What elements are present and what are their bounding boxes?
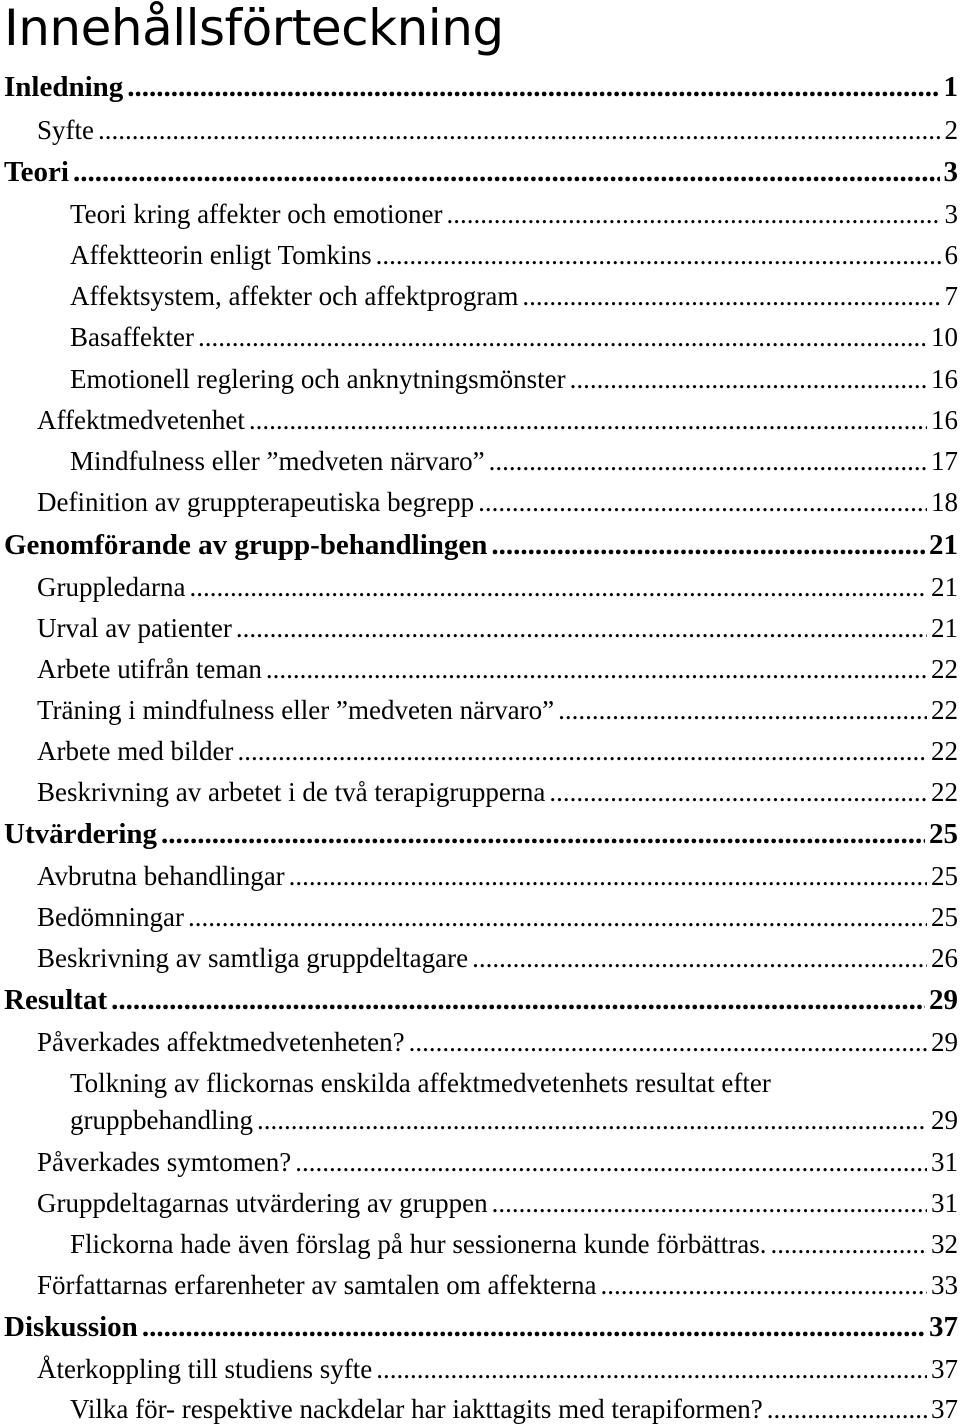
- toc-entry-text: Återkoppling till studiens syfte: [37, 1354, 373, 1384]
- toc-entry-genomforande[interactable]: [4, 528, 958, 562]
- toc-entry-definition[interactable]: [37, 485, 958, 519]
- toc-entry-arbete-teman[interactable]: [37, 652, 958, 686]
- toc-page-number: 33: [931, 1270, 958, 1300]
- toc-page-number: 25: [931, 861, 958, 891]
- dot-leader: [376, 238, 941, 272]
- toc-entry-utvardering[interactable]: [4, 817, 958, 851]
- toc-page-number: 37: [929, 1311, 958, 1343]
- toc-entry-vilka-for-nackdelar[interactable]: [70, 1392, 958, 1426]
- toc-entry-gruppledarna[interactable]: [37, 570, 958, 604]
- toc-page-number: 1: [943, 71, 958, 103]
- toc-entry-text: Resultat: [4, 984, 108, 1016]
- dot-leader: [198, 320, 927, 354]
- toc-page-number: 29: [931, 1027, 958, 1057]
- toc-page-number: 25: [929, 818, 958, 850]
- dot-leader: [549, 775, 927, 809]
- toc-entry-text: Gruppledarna: [37, 572, 186, 602]
- toc-entry-text: Teori kring affekter och emotioner: [70, 199, 443, 229]
- dot-leader: [237, 734, 927, 768]
- dot-leader: [111, 983, 925, 1017]
- toc-entry-text: Arbete utifrån teman: [37, 654, 262, 684]
- toc-entry-urval[interactable]: [37, 611, 958, 645]
- toc-entry-affektmedvetenhet[interactable]: [37, 403, 958, 437]
- toc-page-number: 16: [931, 364, 958, 394]
- toc-entry-text: Affektteorin enligt Tomkins: [70, 240, 372, 270]
- toc-entry-teori-kring-affekter[interactable]: [70, 197, 958, 231]
- toc-page-number: 32: [931, 1229, 958, 1259]
- toc-page-number: 22: [931, 777, 958, 807]
- toc-entry-arbete-bilder[interactable]: [37, 734, 958, 768]
- dot-leader: [472, 941, 927, 975]
- toc-page-number: 25: [931, 902, 958, 932]
- dot-leader: [409, 1025, 927, 1059]
- toc-entry-tolkning-line1[interactable]: Tolkning av flickornas enskilda affektmedvetenhets resultat efter: [70, 1068, 771, 1098]
- dot-leader: [767, 1392, 927, 1426]
- toc-entry-text: Basaffekter: [70, 322, 194, 352]
- dot-leader: [249, 403, 927, 437]
- toc-entry-text: Emotionell reglering och anknytningsmönster: [70, 364, 566, 394]
- toc-entry-affektsystem[interactable]: [70, 279, 958, 313]
- dot-leader: [188, 900, 927, 934]
- toc-page-number: 31: [931, 1188, 958, 1218]
- toc-page-number: 17: [931, 446, 958, 476]
- toc-page-number: 22: [931, 695, 958, 725]
- toc-page-number: 37: [931, 1354, 958, 1384]
- toc-entry-inledning[interactable]: [4, 70, 958, 104]
- dot-leader: [289, 859, 927, 893]
- toc-entry-text: Genomförande av grupp-behandlingen: [4, 529, 488, 561]
- toc-entry-text: Teori: [4, 156, 69, 188]
- toc-entry-syfte[interactable]: [37, 113, 958, 147]
- toc-entry-affektteorin[interactable]: [70, 238, 958, 272]
- toc-entry-text: Gruppdeltagarnas utvärdering av gruppen: [37, 1188, 488, 1218]
- dot-leader: [295, 1145, 927, 1179]
- toc-entry-mindfulness[interactable]: [70, 444, 958, 478]
- toc-page-number: 31: [931, 1147, 958, 1177]
- dot-leader: [73, 155, 940, 189]
- toc-page-number: 18: [931, 487, 958, 517]
- toc-entry-beskrivning-arbetet[interactable]: [37, 775, 958, 809]
- toc-page-number: 21: [931, 613, 958, 643]
- toc-entry-text: Affektmedvetenhet: [37, 405, 245, 435]
- dot-leader: [771, 1227, 927, 1261]
- toc-entry-text: Diskussion: [4, 1311, 138, 1343]
- page-title: Innehållsförteckning: [4, 0, 504, 57]
- toc-entry-gruppdeltagarnas-utvardering[interactable]: [37, 1186, 958, 1220]
- toc-entry-text: Affektsystem, affekter och affektprogram: [70, 281, 519, 311]
- dot-leader: [522, 279, 940, 313]
- toc-entry-text: Beskrivning av samtliga gruppdeltagare: [37, 943, 469, 973]
- toc-entry-text: Inledning: [4, 71, 124, 103]
- toc-page-number: 29: [929, 984, 958, 1016]
- toc-entry-teori[interactable]: [4, 155, 958, 189]
- dot-leader: [446, 197, 940, 231]
- toc-page-number: 37: [931, 1394, 958, 1424]
- toc-entry-text: Påverkades symtomen?: [37, 1147, 292, 1177]
- toc-page-number: 7: [944, 281, 958, 311]
- dot-leader: [558, 693, 927, 727]
- toc-page-number: 22: [931, 654, 958, 684]
- toc-page-number: 16: [931, 405, 958, 435]
- dot-leader: [236, 611, 927, 645]
- dot-leader: [478, 485, 927, 519]
- toc-page-number: 3: [944, 199, 958, 229]
- toc-entry-aterkoppling[interactable]: [37, 1352, 958, 1386]
- toc-entry-text: Bedömningar: [37, 902, 184, 932]
- dot-leader: [600, 1268, 927, 1302]
- toc-page-number: 21: [931, 572, 958, 602]
- toc-entry-diskussion[interactable]: [4, 1310, 958, 1344]
- toc-entry-text: Avbrutna behandlingar: [37, 861, 285, 891]
- toc-entry-text: Flickorna hade även förslag på hur sessionerna kunde förbättras.: [70, 1229, 767, 1259]
- toc-entry-text: Utvärdering: [4, 818, 158, 850]
- toc-entry-traning-mindfulness[interactable]: [37, 693, 958, 727]
- dot-leader: [257, 1103, 927, 1137]
- toc-page-number: 21: [929, 529, 958, 561]
- toc-entry-emotionell-reglering[interactable]: [70, 362, 958, 396]
- dot-leader: [127, 70, 939, 104]
- toc-entry-paverkades-affektmedvetenheten[interactable]: [37, 1025, 958, 1059]
- dot-leader: [376, 1352, 927, 1386]
- toc-page-number: 29: [931, 1105, 958, 1135]
- toc-entry-text: Påverkades affektmedvetenheten?: [37, 1027, 405, 1057]
- dot-leader: [570, 362, 927, 396]
- toc-entry-tolkning[interactable]: [70, 1103, 958, 1137]
- toc-entry-text: gruppbehandling: [70, 1105, 253, 1135]
- toc-page-number: 22: [931, 736, 958, 766]
- toc-entry-text: Syfte: [37, 115, 94, 145]
- toc-entry-text: Definition av gruppterapeutiska begrepp: [37, 487, 475, 517]
- toc-entry-text: Mindfulness eller ”medveten närvaro”: [70, 446, 485, 476]
- toc-page-number: 2: [944, 115, 958, 145]
- dot-leader: [492, 1186, 927, 1220]
- toc-entry-avbrutna[interactable]: [37, 859, 958, 893]
- dot-leader: [266, 652, 927, 686]
- toc-entry-paverkades-symtomen[interactable]: [37, 1145, 958, 1179]
- toc-entry-beskrivning-deltagare[interactable]: [37, 941, 958, 975]
- toc-page-number: 10: [931, 322, 958, 352]
- dot-leader: [161, 817, 925, 851]
- toc-page-number: 3: [943, 156, 958, 188]
- toc-entry-forfattarnas-erfarenheter[interactable]: [37, 1268, 958, 1302]
- toc-page-number: 6: [944, 240, 958, 270]
- toc-entry-text: Vilka för- respektive nackdelar har iakttagits med terapiformen?: [70, 1394, 763, 1424]
- toc-entry-text: Författarnas erfarenheter av samtalen om affekterna: [37, 1270, 597, 1300]
- toc-entry-text: Beskrivning av arbetet i de två terapigrupperna: [37, 777, 546, 807]
- dot-leader: [98, 113, 941, 147]
- dot-leader: [142, 1310, 925, 1344]
- toc-entry-resultat[interactable]: [4, 983, 958, 1017]
- dot-leader: [189, 570, 927, 604]
- toc-entry-text: Träning i mindfulness eller ”medveten närvaro”: [37, 695, 555, 725]
- toc-entry-text: Arbete med bilder: [37, 736, 234, 766]
- dot-leader: [491, 528, 925, 562]
- toc-entry-text: Urval av patienter: [37, 613, 232, 643]
- toc-page-number: 26: [931, 943, 958, 973]
- dot-leader: [489, 444, 927, 478]
- toc-entry-bedomningar[interactable]: [37, 900, 958, 934]
- toc-entry-basaffekter[interactable]: [70, 320, 958, 354]
- toc-entry-flickorna-forslag[interactable]: [70, 1227, 958, 1261]
